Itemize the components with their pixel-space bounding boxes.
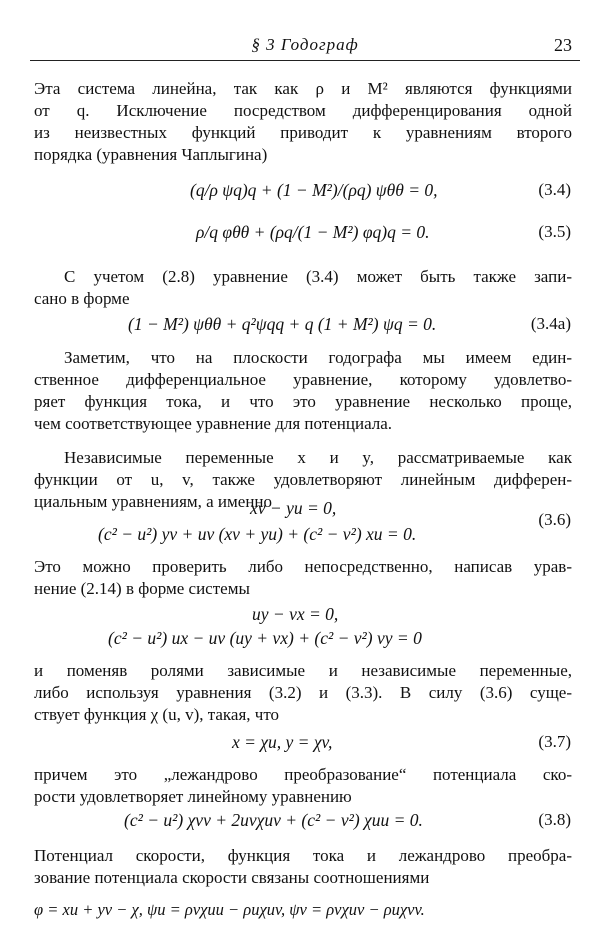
equation-3-6-line2: (c² − u²) yv + uv (xv + yu) + (c² − v²) xu = 0. — [98, 524, 417, 544]
equation-3-4: (q/ρ ψq)q + (1 − M²)/(ρq) ψθθ = 0, — [190, 180, 438, 200]
text-line: сано в форме — [34, 289, 130, 308]
page-number: 23 — [554, 35, 572, 55]
text-line: чем соответствующее уравнение для потенциала. — [34, 414, 393, 433]
equation-label: (3.5) — [538, 222, 571, 241]
text-line: ственное дифференциальное уравнение, которому удовлетво- — [34, 370, 572, 389]
equation-label: (3.7) — [538, 732, 571, 751]
text-line: из неизвестных функций приводит к уравнениям второго — [34, 123, 572, 142]
text-line: Эта система линейна, так как ρ и M² являются функциями — [34, 79, 572, 98]
text-line: причем это „лежандрово преобразование“ потенциала ско- — [34, 765, 572, 784]
equation-3-6-line1: xv − yu = 0, — [250, 498, 337, 518]
text-line: Независимые переменные x и y, рассматриваемые как — [64, 448, 572, 467]
section-title: § 3 Годограф — [251, 35, 359, 54]
text-line: от q. Исключение посредством дифференцирования одной — [34, 101, 572, 120]
equation-label: (3.4a) — [530, 314, 571, 333]
equation-relations: φ = xu + yv − χ, ψu = ρvχuu − ρuχuv, ψv = ρvχuv − ρuχvv. — [34, 900, 425, 919]
equation-system-line2: (c² − u²) ux − uv (uy + vx) + (c² − v²) vy = 0 — [108, 628, 422, 648]
text-line: С учетом (2.8) уравнение (3.4) может быть также запи- — [64, 267, 572, 286]
text-line: зование потенциала скорости связаны соотношениями — [34, 868, 430, 887]
equation-label: (3.4) — [538, 180, 571, 199]
text-line: Это можно проверить либо непосредственно, написав урав- — [34, 557, 572, 576]
equation-system-line1: uy − vx = 0, — [252, 604, 339, 624]
text-line: рости удовлетворяет линейному уравнению — [34, 787, 352, 806]
equation-label: (3.8) — [538, 810, 571, 829]
text-line: функции от u, v, также удовлетворяют линейным дифферен- — [34, 470, 572, 489]
text-line: нение (2.14) в форме системы — [34, 579, 250, 598]
equation-3-5: ρ/q φθθ + (ρq/(1 − M²) φq)q = 0. — [196, 222, 430, 242]
text-line: порядка (уравнения Чаплыгина) — [34, 145, 268, 164]
text-line: Заметим, что на плоскости годографа мы имеем един- — [64, 348, 572, 367]
equation-3-4a: (1 − M²) ψθθ + q²ψqq + q (1 + M²) ψq = 0. — [128, 314, 437, 334]
text-line: либо используя уравнения (3.2) и (3.3). В силу (3.6) суще- — [34, 683, 572, 702]
text-line: Потенциал скорости, функция тока и лежандрово преобра- — [34, 846, 572, 865]
text-line: и поменяв ролями зависимые и независимые переменные, — [34, 661, 572, 680]
running-header — [30, 30, 580, 61]
equation-label: (3.6) — [538, 510, 571, 529]
text-line: ствует функция χ (u, v), такая, что — [34, 705, 280, 724]
text-line: ряет функция тока, и что это уравнение несколько проще, — [34, 392, 572, 411]
equation-3-7: x = χu, y = χv, — [232, 732, 333, 752]
equation-3-8: (c² − u²) χvv + 2uvχuv + (c² − v²) χuu = 0. — [124, 810, 423, 830]
text-line: циальным уравнениям, а именно — [34, 492, 273, 511]
